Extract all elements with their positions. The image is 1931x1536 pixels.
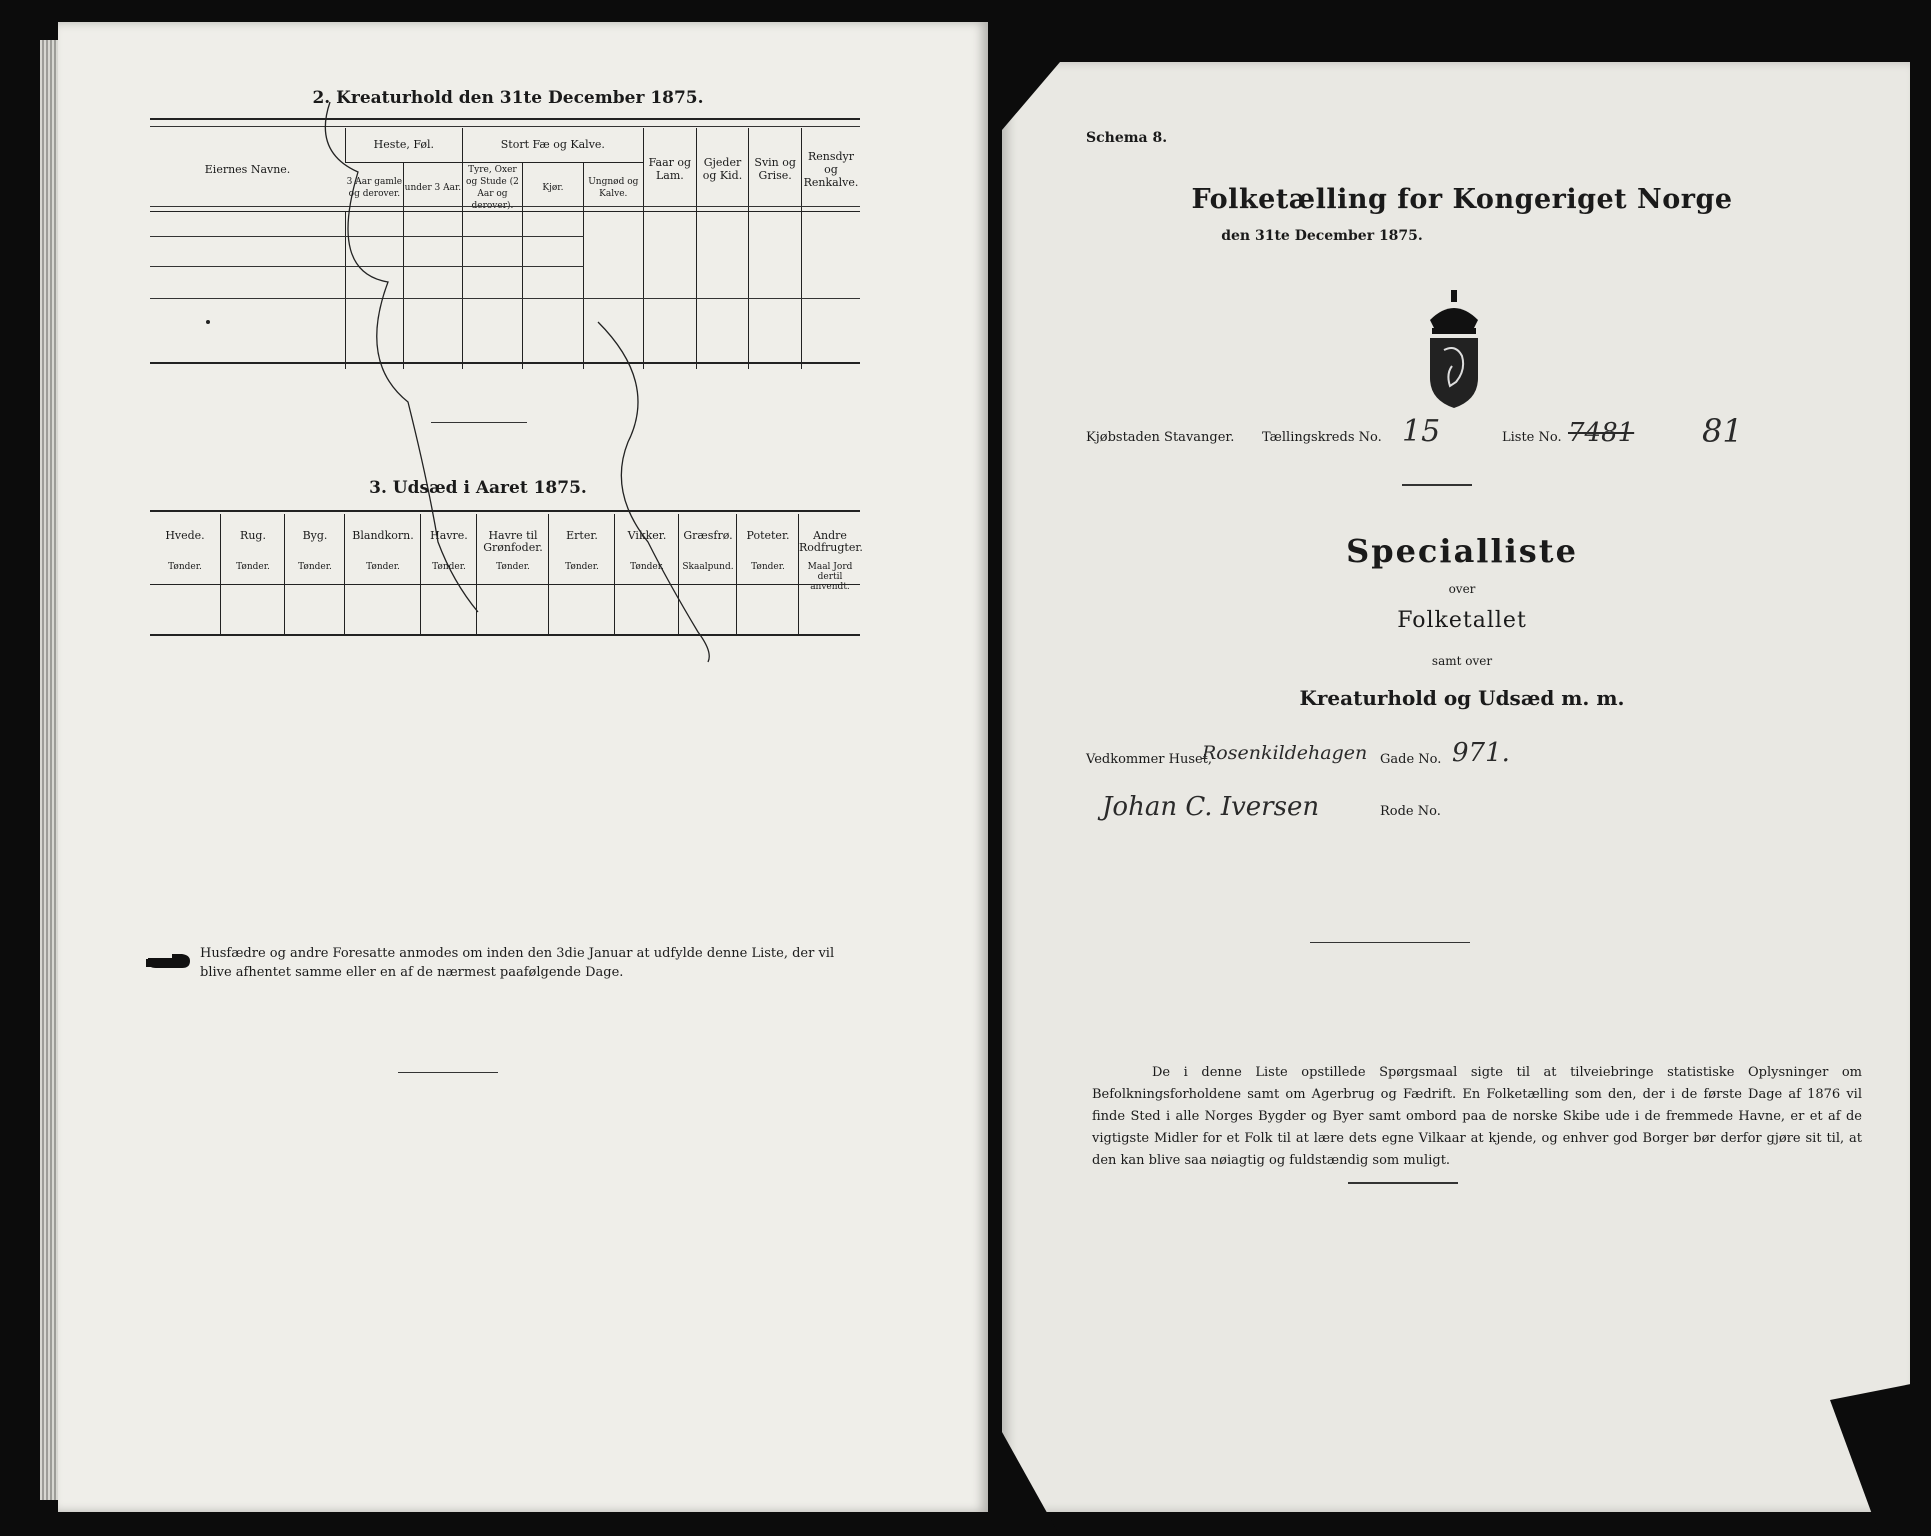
rode-label: Rode No. [1380, 804, 1441, 819]
seed-column-unit: Tønder. [751, 562, 785, 572]
ungnod-header: Ungnød og Kalve. [583, 162, 644, 211]
seed-column-name: Andre Rodfrugter. [799, 529, 863, 554]
seed-column-unit: Maal Jord dertil anvendt. [807, 562, 853, 592]
seed-column-name: Erter. [566, 529, 598, 542]
liste-value: 81 [1702, 412, 1743, 450]
seed-column-unit: Skaalpund. [682, 562, 734, 572]
section2-title: 2. Kreaturhold den 31te December 1875. [312, 88, 704, 108]
over-label: over [1448, 582, 1476, 596]
folketallet-label: Folketallet [1397, 608, 1527, 633]
kreds-value: 15 [1402, 414, 1441, 449]
kjobstad-label: Kjøbstaden Stavanger. [1086, 430, 1235, 445]
heste-3aar-header: 3 Aar gamle og derover. [346, 176, 403, 199]
liste-struck-value: 7481 [1568, 418, 1635, 448]
vedkommer-label: Vedkommer Huset, [1086, 752, 1213, 767]
seed-column-unit: Tønder. [565, 562, 599, 572]
seed-column-name: Vikker. [627, 529, 667, 542]
census-date: den 31te December 1875. [1221, 228, 1423, 244]
gjeder-header: Gjeder og Kid. [696, 128, 749, 211]
heste-under3-header: under 3 Aar. [404, 162, 462, 211]
schema-label: Schema 8. [1086, 130, 1168, 146]
owner-handwritten: Johan C. Iversen [1102, 792, 1320, 822]
notice-text: Husfædre og andre Foresatte anmodes om inden den 3die Januar at udfylde denne Liste, der vil blive afhentet samme eller en af de nærmest paafølgende Dage. [200, 946, 835, 980]
liste-label: Liste No. [1502, 430, 1562, 445]
census-title: Folketælling for Kongeriget Norge [1191, 184, 1733, 215]
seed-column-unit: Tønder. [168, 562, 202, 572]
seed-column-name: Havre til Grønfoder. [483, 529, 543, 554]
seed-column-unit: Tønder. [432, 562, 466, 572]
seed-column-name: Rug. [240, 529, 266, 542]
faar-header: Faar og Lam. [644, 128, 697, 211]
street-handwritten: Rosenkildehagen [1202, 742, 1368, 764]
section3-title: 3. Udsæd i Aaret 1875. [369, 478, 587, 498]
seed-column-name: Græsfrø. [683, 529, 733, 542]
specialliste-heading: Specialliste [1346, 532, 1578, 570]
gade-label: Gade No. [1380, 752, 1442, 767]
kreaturhold-heading: Kreaturhold og Udsæd m. m. [1299, 686, 1625, 710]
seed-column-unit: Tønder. [298, 562, 332, 572]
seed-column-unit: Tønder. [366, 562, 400, 572]
seed-column-name: Havre. [430, 529, 468, 542]
seed-column-unit: Tønder. [630, 562, 664, 572]
svin-header: Svin og Grise. [749, 128, 802, 211]
heste-header: Heste, Føl. [346, 128, 463, 162]
seed-column-unit: Tønder. [496, 562, 530, 572]
seed-column-name: Hvede. [165, 529, 205, 542]
owners-header: Eiernes Navne. [204, 162, 291, 176]
rensdyr-header: Rensdyr og Renkalve. [801, 128, 860, 211]
seed-column-name: Poteter. [746, 529, 790, 542]
seed-column-name: Byg. [302, 529, 328, 542]
stort-fae-header: Stort Fæ og Kalve. [462, 128, 643, 162]
seed-column-name: Blandkorn. [352, 529, 414, 542]
tyre-header: Tyre, Oxer og Stude (2 Aar og derover). [462, 162, 523, 211]
seed-column-unit: Tønder. [236, 562, 270, 572]
explanation-paragraph: De i denne Liste opstillede Spørgsmaal sigte til at tilveiebringe statistiske Oplysninger om Befolkningsforholdene samt om Agerbrug og Fædrift. En Folketælling som den, der i de første Dage af 1876 vil finde Sted i alle Norges Bygder og Byer samt ombord paa de norske Skibe ude i de fremmede Havne, er et af de vigtigste Midler for et Folk til at lære dets egne Vilkaar at kjende, og enhver god Borger bør derfor gjøre sit til, at den kan blive saa nøiagtig og fuldstændig som muligt. [1092, 1065, 1862, 1168]
kjor-header: Kjør. [523, 162, 583, 211]
kreds-label: Tællingskreds No. [1262, 430, 1382, 445]
gade-value: 971. [1452, 738, 1510, 768]
samt-over-label: samt over [1431, 654, 1493, 668]
